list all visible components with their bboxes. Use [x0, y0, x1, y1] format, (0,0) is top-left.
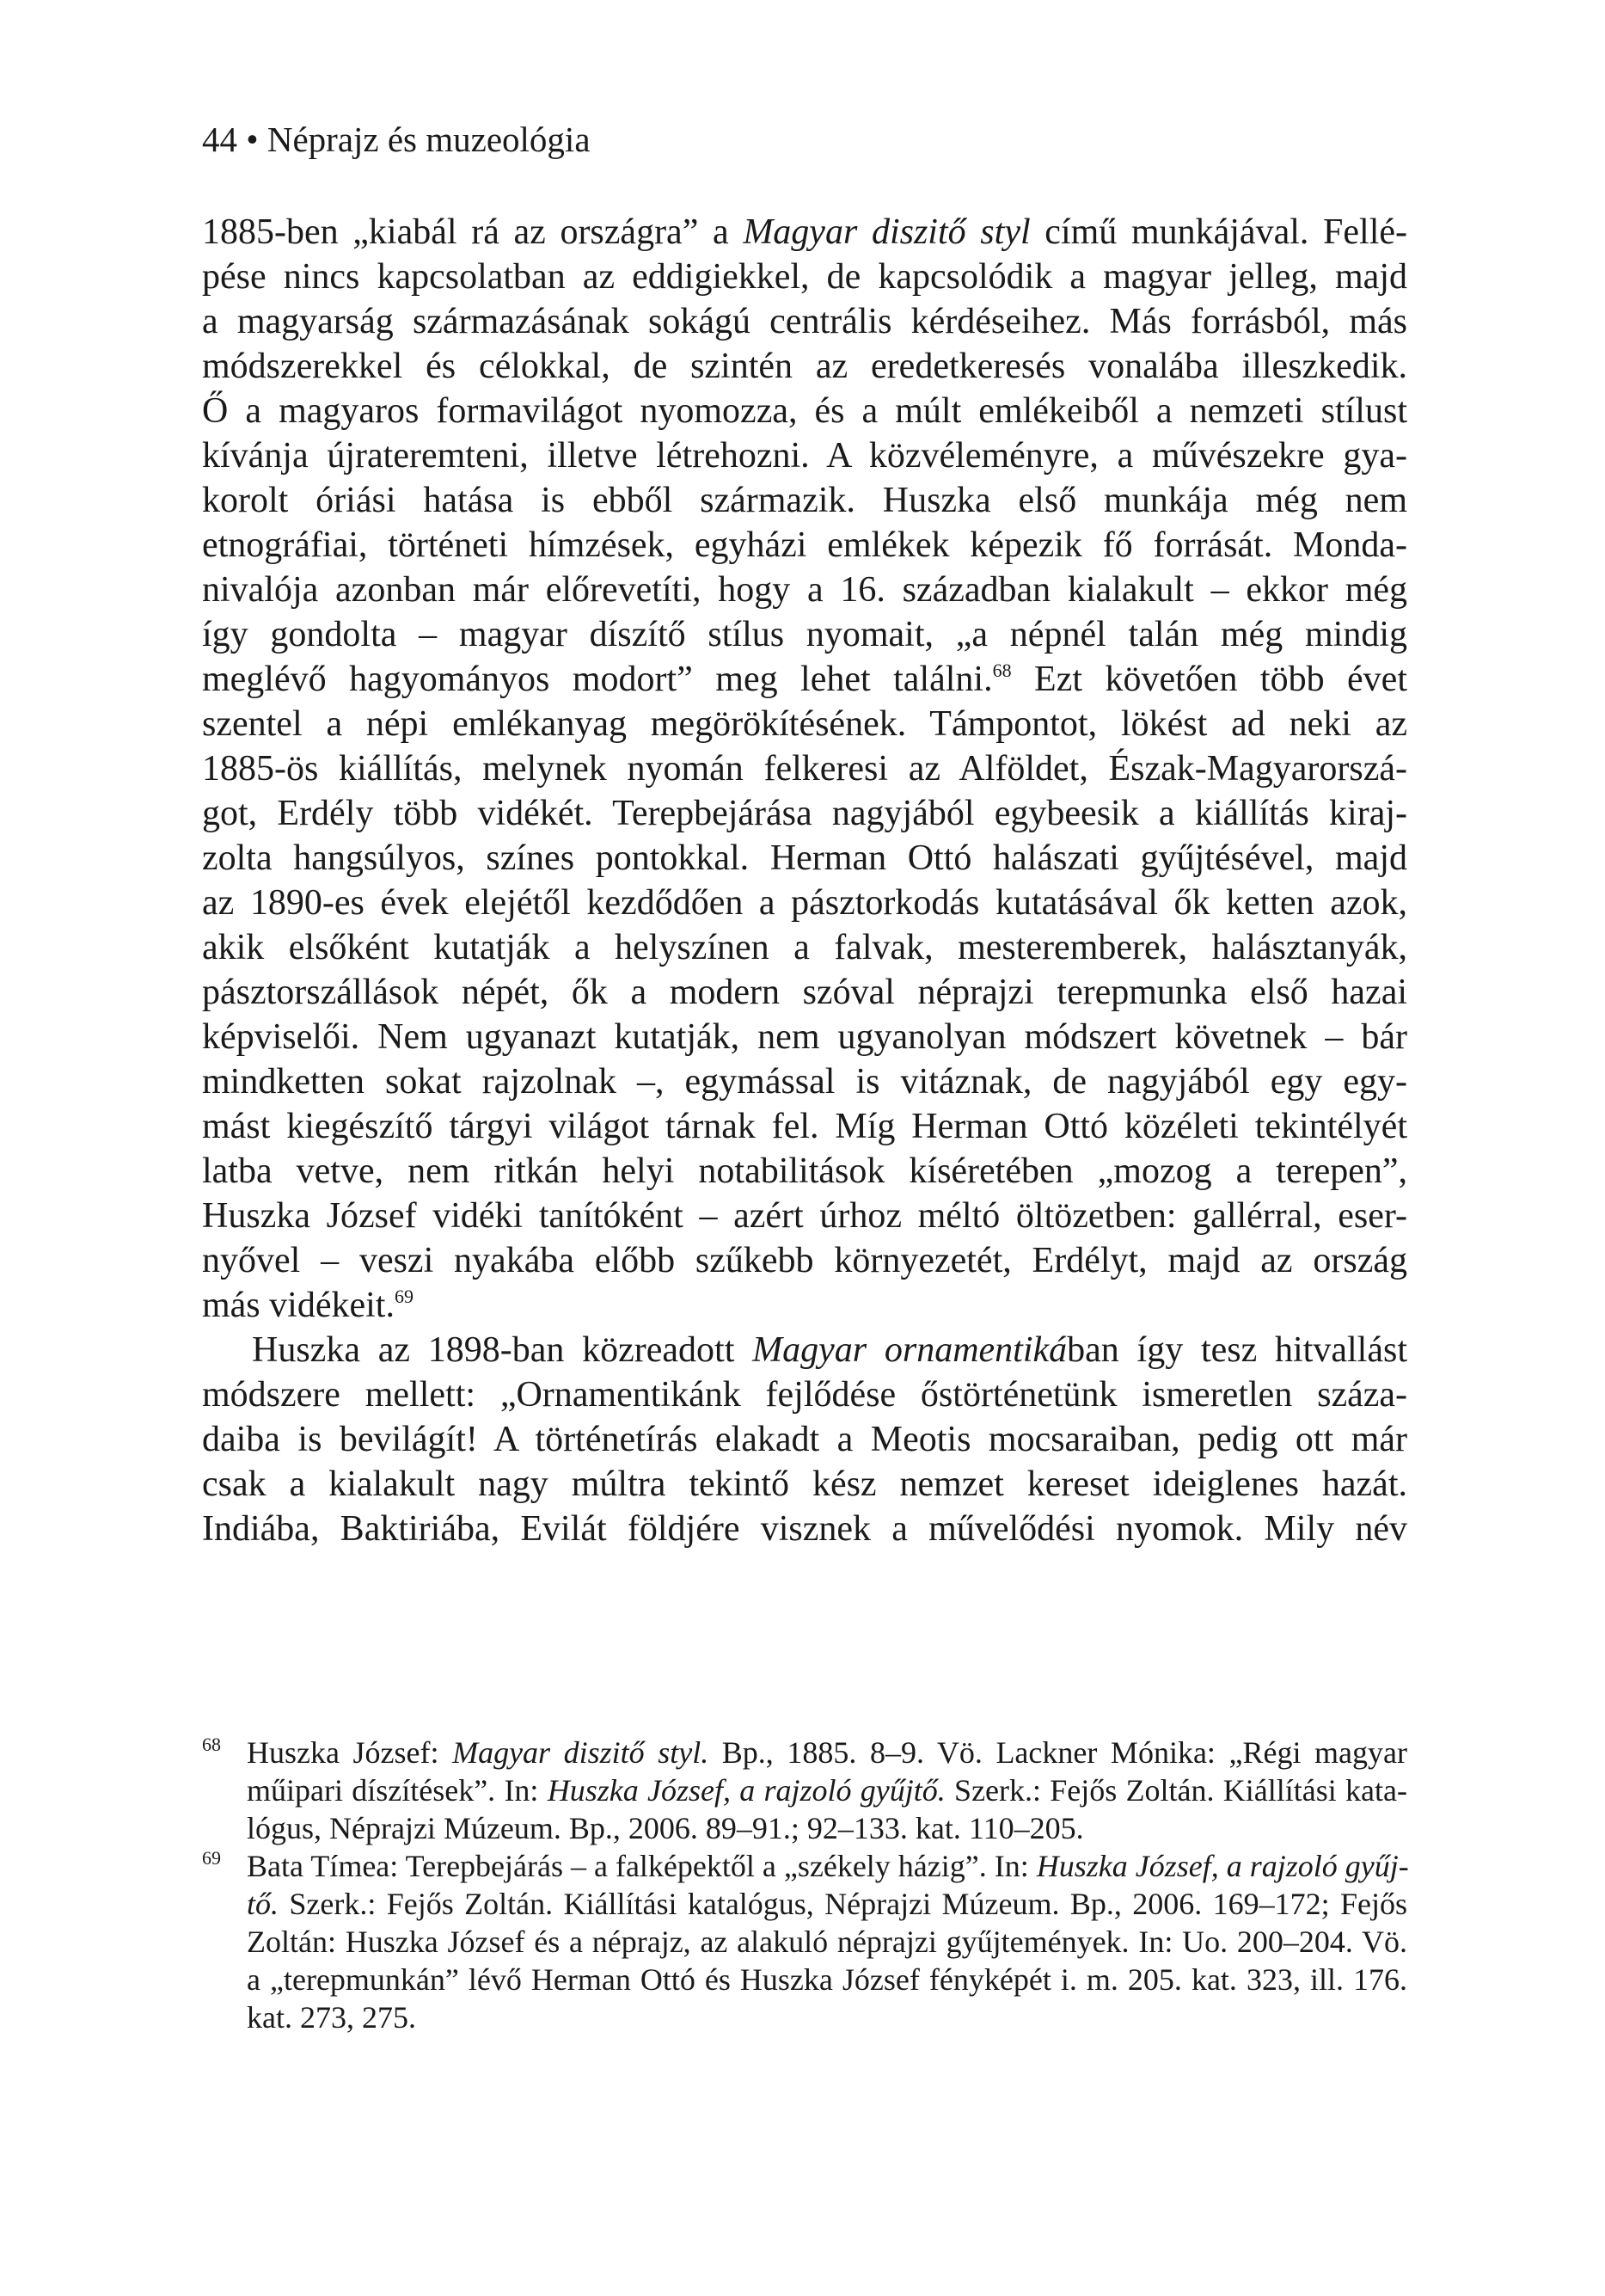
text-run: Bata Tímea: Terepbejárás – a falképektől a „székely házig”. In:: [247, 1849, 1037, 1883]
book-title: Magyar ornamentiká: [752, 1330, 1068, 1370]
text-run: című munkájával. Fellé-: [1030, 212, 1408, 252]
body-line: got, Erdély több vidékét. Terepbejárása nagyjából egybeesik a kiállítás kiraj-: [202, 794, 1407, 833]
body-line: nyővel – veszi nyakába előbb szűkebb környezetét, Erdélyt, majd az ország: [202, 1241, 1407, 1280]
book-title: Magyar diszitő styl.: [452, 1735, 709, 1770]
book-title: Magyar diszitő styl: [743, 212, 1031, 252]
body-line: etnográfiai, történeti hímzések, egyházi emlékek képezik fő forrását. Monda-: [202, 525, 1407, 565]
book-title: tő.: [247, 1887, 279, 1921]
footnote-line: [247, 1734, 1407, 1771]
text-run: Szerk.: Fejős Zoltán. Kiállítási kata-: [945, 1773, 1407, 1808]
body-text: [202, 210, 1407, 1551]
body-line: mást kiegészítő tárgyi világot tárnak fel. Míg Herman Ottó közéleti tekintélyét: [202, 1107, 1407, 1146]
body-line: [202, 657, 1407, 702]
body-line: [202, 1328, 1407, 1372]
footnote-ref-69[interactable]: 69: [394, 1286, 414, 1307]
body-line: csak a kialakult nagy múltra tekintő kész nemzet kereset ideiglenes hazát.: [202, 1464, 1407, 1504]
body-line: Huszka József vidéki tanítóként – azért úrhoz méltó öltözetben: gallérral, eser-: [202, 1196, 1407, 1236]
book-title: Huszka József, a rajzoló gyűjtő.: [547, 1773, 946, 1808]
body-line: pése nincs kapcsolatban az eddigiekkel, de kapcsolódik a magyar jelleg, majd: [202, 257, 1407, 297]
body-line: Ő a magyaros formavilágot nyomozza, és a múlt emlékeiből a nemzeti stílust: [202, 391, 1407, 431]
body-line: [202, 1283, 1407, 1328]
footnote-line: Zoltán: Huszka József és a néprajz, az alakuló néprajzi gyűjtemények. In: Uo. 200–204. Vö.: [247, 1925, 1407, 1959]
footnote-ref-68[interactable]: 68: [992, 660, 1012, 681]
body-line: kívánja újrateremteni, illetve létrehozni. A közvéleményre, a művészekre gya-: [202, 436, 1407, 476]
footnote-number: 68: [202, 1734, 221, 1755]
text-run: műipari díszítések”. In:: [247, 1773, 548, 1808]
footnotes: [202, 1734, 1407, 2036]
body-line: az 1890-es évek elejétől kezdődően a pásztorkodás kutatásával ők ketten azok,: [202, 883, 1407, 923]
text-run: Ezt követően több évet: [1011, 660, 1407, 699]
body-line: képviselői. Nem ugyanazt kutatják, nem ugyanolyan módszert követnek – bár: [202, 1017, 1407, 1057]
footnote-line: [247, 1771, 1407, 1809]
footnote-line: a „terepmunkán” lévő Herman Ottó és Huszka József fényképét i. m. 205. kat. 323, ill. 176.: [247, 1962, 1407, 1997]
footnote-line: [247, 1847, 1407, 1885]
text-run: Szerk.: Fejős Zoltán. Kiállítási katalógus, Néprajzi Múzeum. Bp., 2006. 169–172; Fejős: [279, 1887, 1407, 1921]
text-run: más vidékeit.: [202, 1286, 395, 1325]
footnote-line: kat. 273, 275.: [247, 2000, 416, 2035]
body-line: 1885-ös kiállítás, melynek nyomán felkeresi az Alföldet, Észak-Magyarorszá-: [202, 749, 1407, 789]
body-line: korolt óriási hatása is ebből származik. Huszka első munkája még nem: [202, 481, 1407, 520]
footnote-68: [202, 1734, 1407, 1847]
body-line: [202, 210, 1407, 255]
running-head: 44 • Néprajz és muzeológia: [202, 120, 591, 159]
body-line: így gondolta – magyar díszítő stílus nyomait, „a népnél talán még mindig: [202, 615, 1407, 654]
footnote-69: [202, 1847, 1407, 2036]
body-line: nivalója azonban már előrevetíti, hogy a 16. században kialakult – ekkor még: [202, 570, 1407, 610]
body-line: szentel a népi emlékanyag megörökítésének. Támpontot, lökést ad neki az: [202, 704, 1407, 744]
footnote-number: 69: [202, 1847, 221, 1869]
body-line: mindketten sokat rajzolnak –, egymással is vitáznak, de nagyjából egy egy-: [202, 1062, 1407, 1102]
body-line: latba vetve, nem ritkán helyi notabilitások kíséretében „mozog a terepen”,: [202, 1151, 1407, 1191]
text-run: meglévő hagyományos modort” meg lehet találni.: [202, 660, 993, 699]
text-run: Bp., 1885. 8–9. Vö. Lackner Mónika: „Régi magyar: [708, 1735, 1407, 1770]
footnote-line: [247, 1885, 1407, 1923]
text-run: 1885-ben „kiabál rá az országra” a: [202, 212, 744, 252]
body-line: zolta hangsúlyos, színes pontokkal. Herman Ottó halászati gyűjtésével, majd: [202, 838, 1407, 878]
body-line: daiba is bevilágít! A történetírás elakadt a Meotis mocsaraiban, pedig ott már: [202, 1420, 1407, 1459]
body-line: a magyarság származásának sokágú centrális kérdéseihez. Más forrásból, más: [202, 302, 1407, 341]
text-run: Huszka az 1898-ban közreadott: [252, 1330, 753, 1370]
body-line: Indiába, Baktiriába, Evilát földjére visznek a művelődési nyomok. Mily név: [202, 1509, 1407, 1549]
footnote-line: lógus, Néprajzi Múzeum. Bp., 2006. 89–91.; 92–133. kat. 110–205.: [247, 1811, 1084, 1845]
body-line: pásztorszállások népét, ők a modern szóval néprajzi terepmunka első hazai: [202, 973, 1407, 1012]
body-line: módszere mellett: „Ornamentikánk fejlődése őstörténetünk ismeretlen száza-: [202, 1375, 1407, 1415]
body-line: módszerekkel és célokkal, de szintén az eredetkeresés vonalába illeszkedik.: [202, 347, 1407, 386]
body-line: akik elsőként kutatják a helyszínen a falvak, mesteremberek, halásztanyák,: [202, 928, 1407, 967]
text-run: ban így tesz hitvallást: [1067, 1330, 1407, 1370]
book-title: Huszka József, a rajzoló gyűj-: [1036, 1849, 1409, 1883]
text-run: Huszka József:: [247, 1735, 453, 1770]
